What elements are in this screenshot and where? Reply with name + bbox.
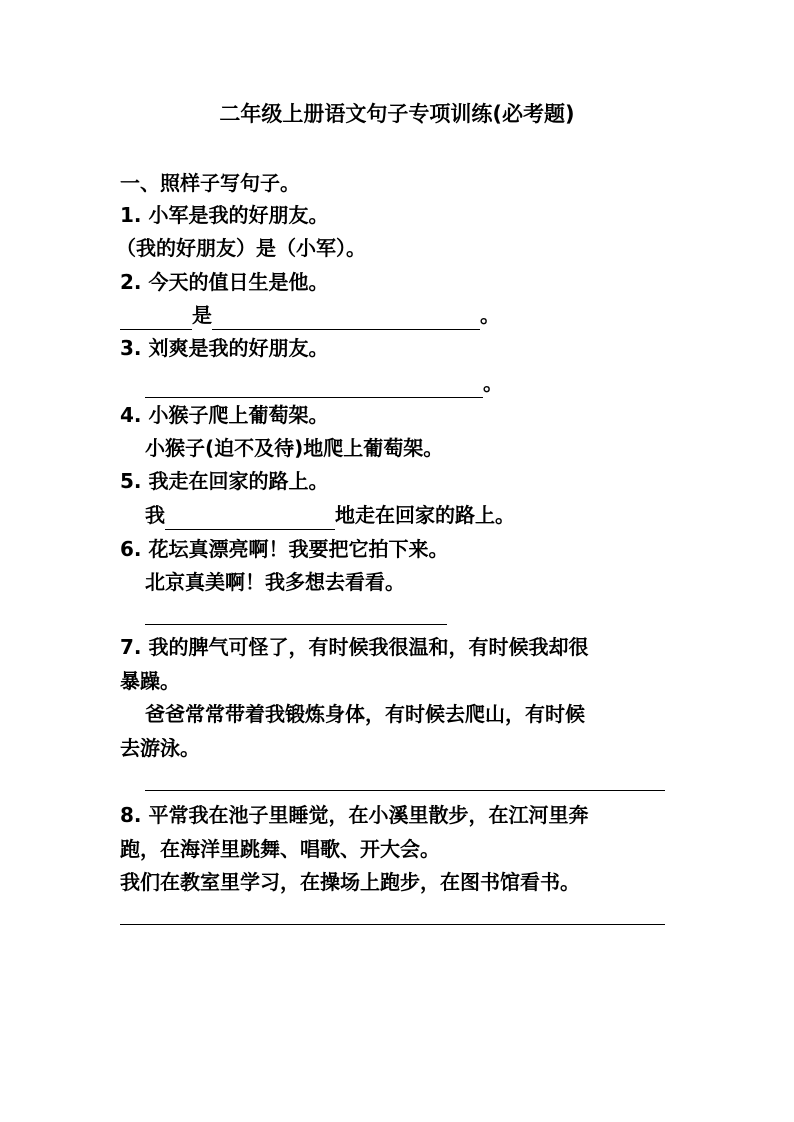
q3-blank[interactable] xyxy=(145,373,483,398)
q5-blank[interactable] xyxy=(165,505,335,530)
q8-prompt-line-1: 8. 平常我在池子里睡觉，在小溪里散步，在江河里奔 xyxy=(120,803,589,827)
q3-prompt: 3. 刘爽是我的好朋友。 xyxy=(120,336,329,360)
q5-end-text: 地走在回家的路上。 xyxy=(335,503,515,527)
q4-example: 小猴子(迫不及待)地爬上葡萄架。 xyxy=(145,436,444,460)
q6-example: 北京真美啊！我多想去看看。 xyxy=(145,570,405,594)
q7-example-line-1: 爸爸常常带着我锻炼身体，有时候去爬山，有时候 xyxy=(145,702,585,726)
q1-example: （我的好朋友）是（小军）。 xyxy=(116,236,366,260)
q5-answer-line xyxy=(145,500,515,530)
q7-example-line-2: 去游泳。 xyxy=(120,736,200,760)
q2-prompt: 2. 今天的值日生是他。 xyxy=(120,270,329,294)
q7-prompt-line-2: 暴躁。 xyxy=(120,669,180,693)
q5-start-word: 我 xyxy=(145,503,165,527)
q3-end-punct: 。 xyxy=(483,371,503,395)
q2-answer-line xyxy=(120,300,500,330)
q2-end-punct: 。 xyxy=(480,303,500,327)
q8-answer-blank[interactable] xyxy=(120,924,665,925)
q2-middle-word: 是 xyxy=(192,303,212,327)
q8-prompt-line-2: 跑，在海洋里跳舞、唱歌、开大会。 xyxy=(120,837,440,861)
q6-answer-blank[interactable] xyxy=(145,624,447,625)
q5-prompt: 5. 我走在回家的路上。 xyxy=(120,469,329,493)
q7-answer-blank[interactable] xyxy=(145,790,665,791)
q7-prompt-line-1: 7. 我的脾气可怪了，有时候我很温和，有时候我却很 xyxy=(120,635,589,659)
q1-prompt: 1. 小军是我的好朋友。 xyxy=(120,203,329,227)
q4-prompt: 4. 小猴子爬上葡萄架。 xyxy=(120,403,329,427)
section-heading: 一、照样子写句子。 xyxy=(120,171,300,195)
q3-answer-line xyxy=(145,368,503,398)
q2-blank-object[interactable] xyxy=(212,305,480,330)
page-title: 二年级上册语文句子专项训练(必考题) xyxy=(219,102,575,126)
q8-example: 我们在教室里学习，在操场上跑步，在图书馆看书。 xyxy=(120,870,580,894)
q2-blank-subject[interactable] xyxy=(120,305,192,330)
q6-prompt: 6. 花坛真漂亮啊！我要把它拍下来。 xyxy=(120,537,449,561)
